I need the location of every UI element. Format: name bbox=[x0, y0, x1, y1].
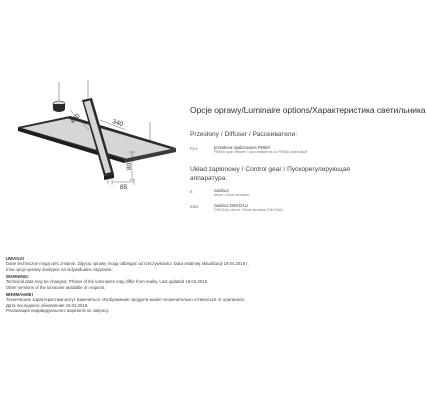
note-line: Реализация индивидуального варианта по запросу. bbox=[6, 308, 110, 314]
note-line: Other versions of the luminaire available on request. bbox=[6, 284, 106, 290]
control-gear-desc: driver / блок питания bbox=[214, 193, 249, 198]
dimension-80-label: 80 bbox=[126, 162, 133, 170]
dimension-85-label: 85 bbox=[120, 184, 128, 191]
note-line: Inne opcje oprawy dostępne na indywidualne zapytanie. bbox=[6, 266, 113, 272]
note-block-en bbox=[6, 274, 306, 290]
control-gear-code: E bbox=[190, 189, 193, 195]
diffuser-code: PLX bbox=[190, 145, 198, 151]
control-gear-code: EDD bbox=[190, 203, 199, 209]
control-gear-section bbox=[190, 166, 395, 212]
control-gear-section-title: Układ zapłonowy / Control gear / Пускорегулирующая аппаратура: bbox=[190, 166, 350, 182]
dimension-340-label: 340 bbox=[111, 118, 124, 129]
note-line: Дата последнего обновления 19.04.2018. bbox=[6, 302, 89, 308]
control-gear-desc: DIM DALI driver / блок питания DIM DALI bbox=[214, 207, 283, 212]
luminaire-drawing bbox=[10, 80, 200, 190]
diffuser-item bbox=[190, 145, 395, 155]
diffuser-name: przesłona opalizowana PMMA bbox=[214, 144, 271, 150]
note-heading: WARNING! bbox=[6, 274, 29, 280]
note-line: Technical data may be changed. Photos of the luminaires may differ from reality. Last updated 19.04.2018. bbox=[6, 279, 209, 285]
luminaire-options-panel bbox=[190, 105, 426, 224]
note-line: Технические характеристики могут изменяться. Изображение продукта может незначительно отличаться от оригинала. bbox=[6, 297, 245, 303]
diffuser-desc: PMMA opal diffuser / рассеиватель из PMMA опаловый bbox=[214, 149, 308, 154]
control-gear-name: zasilacz bbox=[214, 188, 229, 194]
disclaimer-notes bbox=[6, 256, 306, 315]
control-gear-name: zasilacz DIM DALI bbox=[214, 202, 249, 208]
note-block-ru bbox=[6, 292, 306, 313]
dimension-400-label: 400 bbox=[69, 112, 82, 126]
control-gear-item bbox=[190, 203, 395, 213]
luminaire-isometric-svg bbox=[10, 80, 200, 190]
note-heading: ВНИМАНИЕ! bbox=[6, 292, 34, 298]
control-gear-item bbox=[190, 188, 395, 198]
note-heading: UWAGA! bbox=[6, 256, 25, 261]
note-block-pl bbox=[6, 256, 306, 272]
diffuser-section-title: Przesłony / Diffuser / Рассеиватели: bbox=[190, 131, 298, 138]
note-line: Dane techniczne mogą ulec zmianie. Zdjęcia oprawy mogą odbiegać od rzeczywistości. Data ostatniej aktualizacji 19.04.2018 r. bbox=[6, 261, 249, 267]
options-title: Opcje oprawy/Luminaire options/Характеристика светильника bbox=[190, 105, 426, 115]
ceiling-canopy bbox=[53, 101, 65, 112]
diffuser-section bbox=[190, 131, 395, 154]
dimension-85 bbox=[112, 179, 134, 191]
